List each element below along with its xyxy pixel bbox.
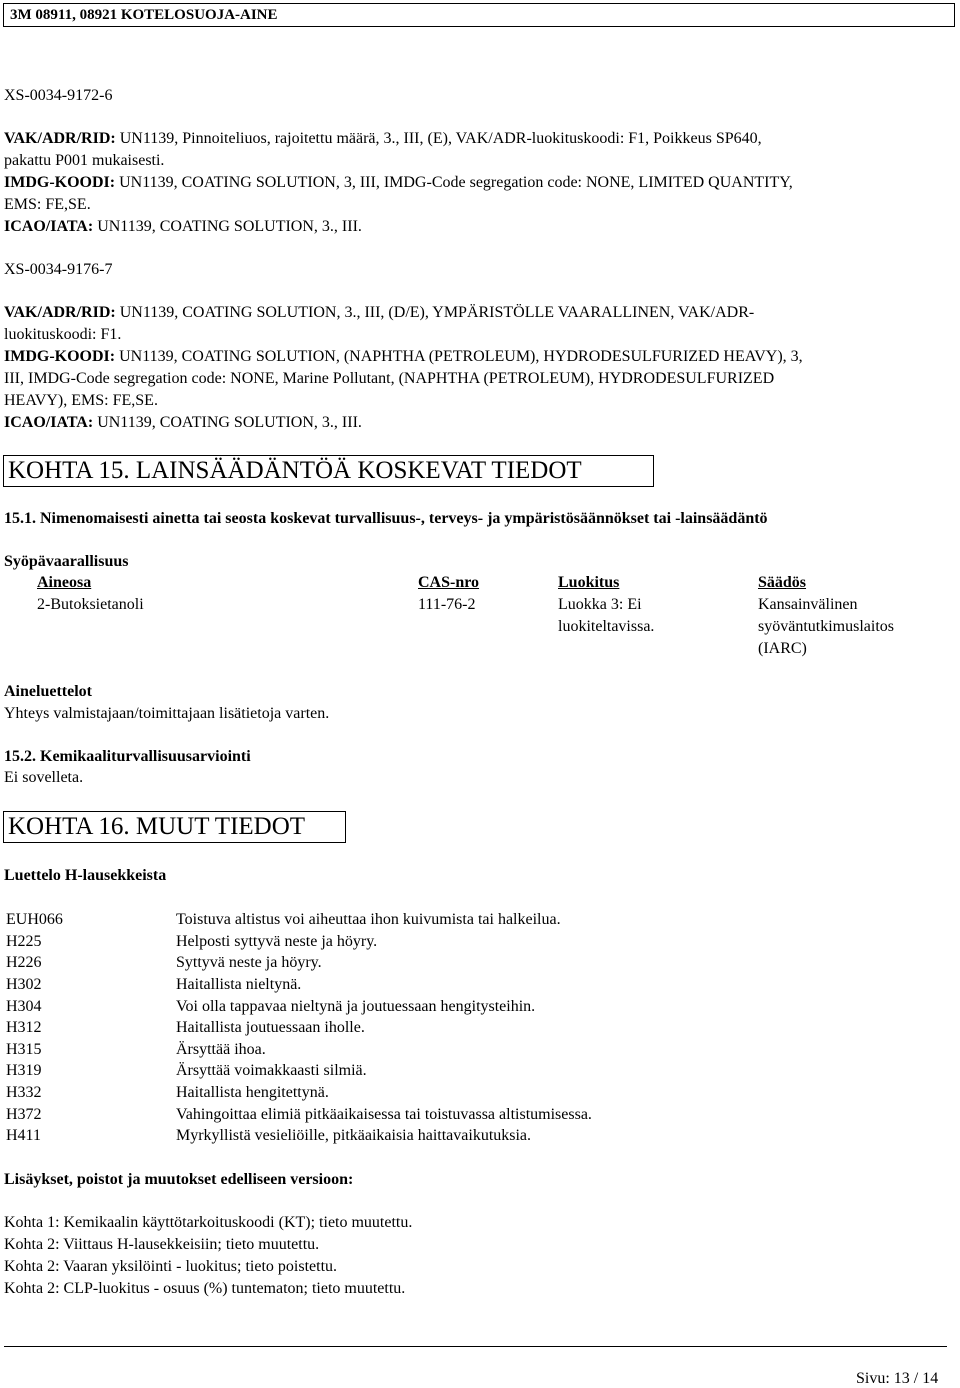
h-code: H304 [6,998,42,1015]
table-cell-class-2: luokiteltavissa. [558,618,655,635]
subsection-15-1: 15.1. Nimenomaisesti ainetta tai seosta koskevat turvallisuus-, terveys- ja ympäristösäännökset tai -lainsäädäntö [4,510,768,527]
h-text: Haitallista hengitettynä. [176,1084,329,1101]
h-text: Haitallista nieltynä. [176,976,302,993]
imdg-line-2c: HEAVY), EMS: FE,SE. [4,392,158,409]
h-code: H372 [6,1106,42,1123]
inventories-text: Yhteys valmistajaan/toimittajaan lisätietoja varten. [4,705,330,722]
h-text: Voi olla tappavaa nieltynä ja joutuessaan hengitysteihin. [176,998,536,1015]
icao-label: ICAO/IATA: [4,218,94,235]
icao-label: ICAO/IATA: [4,414,94,431]
h-code: H312 [6,1019,42,1036]
carcinogenicity-heading: Syöpävaarallisuus [4,553,129,570]
change-item: Kohta 1: Kemikaalin käyttötarkoituskoodi (KT); tieto muutettu. [4,1214,413,1231]
table-cell-substance: 2-Butoksietanoli [37,596,144,613]
table-cell-regulation-2: syöväntutkimuslaitos [758,618,894,635]
h-text: Helposti syttyvä neste ja höyry. [176,933,378,950]
h-code: EUH066 [6,911,63,928]
icao-line-2: ICAO/IATA: UN1139, COATING SOLUTION, 3., III. [4,414,362,431]
h-code: H226 [6,954,42,971]
document-title: 3M 08911, 08921 KOTELOSUOJA-AINE [10,7,278,23]
change-item: Kohta 2: Viittaus H-lausekkeisiin; tieto muutettu. [4,1236,320,1253]
change-item: Kohta 2: Vaaran yksilöinti - luokitus; tieto poistettu. [4,1258,338,1275]
vak-line-2b: luokituskoodi: F1. [4,326,122,343]
imdg-line-2b: III, IMDG-Code segregation code: NONE, Marine Pollutant, (NAPHTHA (PETROLEUM), HYDRODESULFURIZED [4,370,775,387]
h-code: H411 [6,1127,41,1144]
table-cell-class-1: Luokka 3: Ei [558,596,642,613]
h-text: Haitallista joutuessaan iholle. [176,1019,365,1036]
h-text: Myrkyllistä vesieliöille, pitkäaikaisia haittavaikutuksia. [176,1127,532,1144]
h-code: H332 [6,1084,42,1101]
imdg-line-1: IMDG-KOODI: UN1139, COATING SOLUTION, 3, III, IMDG-Code segregation code: NONE, LIMITED QUANTITY, [4,174,793,191]
changes-heading: Lisäykset, poistot ja muutokset edelliseen versioon: [4,1171,354,1188]
subsection-15-2: 15.2. Kemikaaliturvallisuusarviointi [4,748,251,765]
h-code: H225 [6,933,42,950]
vak-label: VAK/ADR/RID: [4,130,116,147]
h-statements-heading: Luettelo H-lausekkeista [4,867,167,884]
vak-line-1b: pakattu P001 mukaisesti. [4,152,165,169]
vak-line-1: VAK/ADR/RID: UN1139, Pinnoiteliuos, rajoitettu määrä, 3., III, (E), VAK/ADR-luokituskoodi: F1, Poikkeus SP640, [4,130,762,147]
table-header-classification: Luokitus [558,574,620,591]
table-header-substance: Aineosa [37,574,92,591]
section-15-title: KOHTA 15. LAINSÄÄDÄNTÖÄ KOSKEVAT TIEDOT [8,457,582,484]
h-text: Vahingoittaa elimiä pitkäaikaisessa tai toistuvassa altistumisessa. [176,1106,592,1123]
page-number: Sivu: 13 / 14 [856,1370,939,1387]
h-text: Ärsyttää voimakkaasti silmiä. [176,1062,367,1079]
h-code: H315 [6,1041,42,1058]
imdg-label: IMDG-KOODI: [4,348,116,365]
table-cell-regulation-3: (IARC) [758,640,807,657]
change-item: Kohta 2: CLP-luokitus - osuus (%) tuntematon; tieto muutettu. [4,1280,406,1297]
h-text: Syttyvä neste ja höyry. [176,954,322,971]
document-header [3,3,955,27]
imdg-line-2: IMDG-KOODI: UN1139, COATING SOLUTION, (NAPHTHA (PETROLEUM), HYDRODESULFURIZED HEAVY), 3, [4,348,803,365]
h-text: Ärsyttää ihoa. [176,1041,266,1058]
section-16-title: KOHTA 16. MUUT TIEDOT [8,813,306,840]
table-cell-cas: 111-76-2 [418,596,476,613]
table-cell-regulation-1: Kansainvälinen [758,596,858,613]
subsection-15-2-text: Ei sovelleta. [4,769,84,786]
vak-line-2: VAK/ADR/RID: UN1139, COATING SOLUTION, 3., III, (D/E), YMPÄRISTÖLLE VAARALLINEN, VAK/ADR- [4,304,755,321]
icao-line-1: ICAO/IATA: UN1139, COATING SOLUTION, 3., III. [4,218,362,235]
h-code: H319 [6,1062,42,1079]
product-id-1: XS-0034-9172-6 [4,87,113,104]
h-code: H302 [6,976,42,993]
footer-divider [4,1346,947,1347]
section-16-header [3,811,346,843]
product-id-2: XS-0034-9176-7 [4,261,113,278]
imdg-label: IMDG-KOODI: [4,174,116,191]
imdg-line-1b: EMS: FE,SE. [4,196,91,213]
vak-label: VAK/ADR/RID: [4,304,116,321]
h-text: Toistuva altistus voi aiheuttaa ihon kuivumista tai halkeilua. [176,911,561,928]
table-header-regulation: Säädös [758,574,807,591]
section-15-header [3,455,654,487]
table-header-cas: CAS-nro [418,574,480,591]
inventories-heading: Aineluettelot [4,683,92,700]
